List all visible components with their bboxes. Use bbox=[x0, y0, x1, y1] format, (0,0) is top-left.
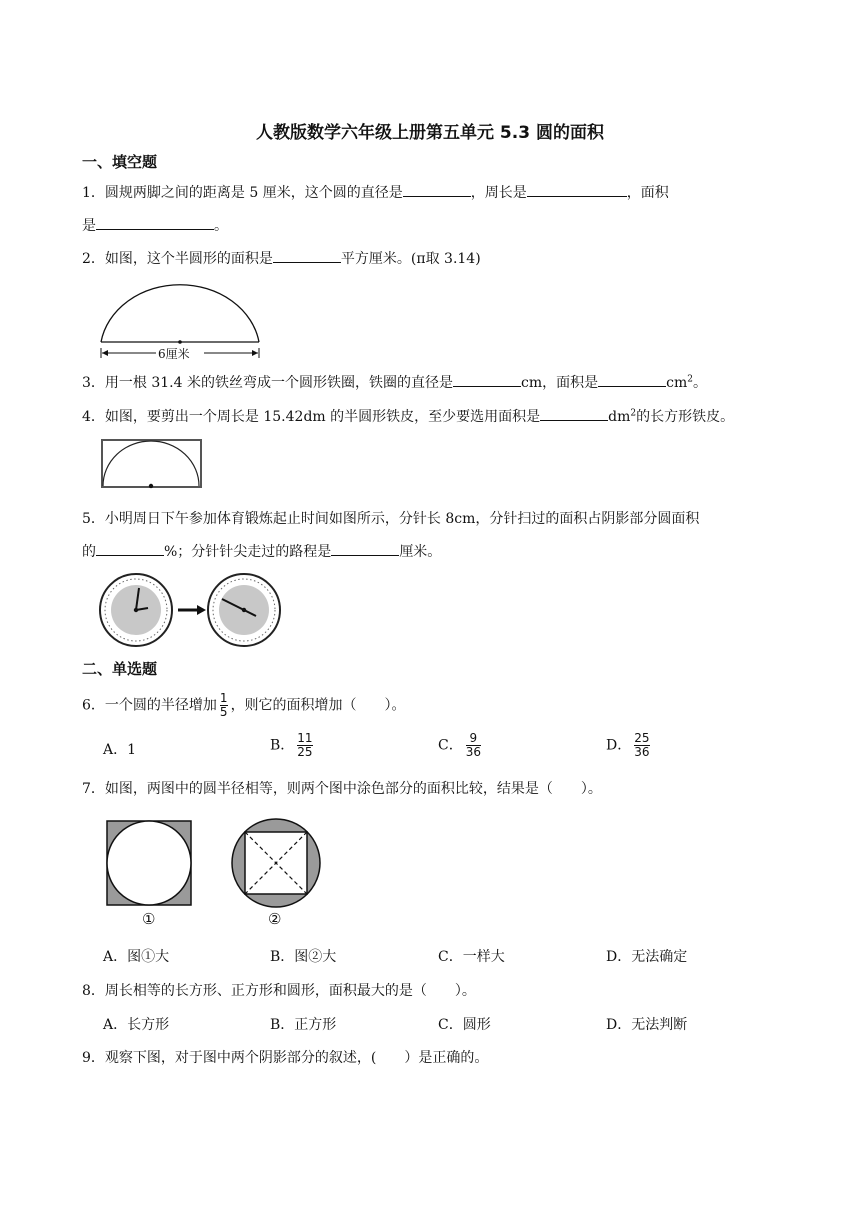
answer-blank[interactable] bbox=[527, 182, 627, 197]
question-number: 8． bbox=[82, 983, 105, 999]
q7-figures bbox=[104, 818, 334, 910]
question-text: 。 bbox=[214, 218, 228, 234]
question-5-cont bbox=[82, 541, 441, 561]
option-c[interactable]: C． $\frac{9}{36}$ bbox=[438, 731, 481, 759]
question-text: 一个圆的半径增加 bbox=[104, 697, 217, 714]
question-text: ，则它的面积增加（ ）。 bbox=[230, 697, 406, 714]
question-1 bbox=[82, 182, 669, 202]
answer-blank[interactable] bbox=[403, 182, 471, 197]
question-number: 4． bbox=[82, 409, 105, 425]
question-number: 5． bbox=[82, 511, 105, 527]
question-number: 3． bbox=[82, 375, 105, 391]
question-5 bbox=[82, 508, 699, 528]
fraction: $\frac{1}{5}$ bbox=[219, 691, 228, 719]
option-d[interactable]: D．无法判断 bbox=[606, 1017, 688, 1033]
question-1-cont bbox=[82, 215, 228, 235]
question-7 bbox=[82, 778, 602, 798]
question-text: 的长方形铁皮。 bbox=[636, 409, 735, 425]
question-number: 7． bbox=[82, 781, 105, 797]
figure-2-circle-square bbox=[232, 819, 320, 907]
option-b[interactable]: B．图②大 bbox=[270, 949, 337, 965]
question-6 bbox=[82, 692, 406, 719]
question-text: 周长相等的长方形、正方形和圆形，面积最大的是（ ）。 bbox=[104, 983, 476, 999]
answer-blank[interactable] bbox=[598, 372, 666, 387]
option-b[interactable]: B．正方形 bbox=[270, 1017, 337, 1033]
question-text: 是 bbox=[82, 218, 96, 234]
question-text: cm，面积是 bbox=[521, 375, 599, 391]
question-2 bbox=[82, 248, 481, 268]
question-text: 。 bbox=[692, 375, 707, 391]
clock-start-icon bbox=[100, 574, 172, 646]
option-d[interactable]: D．无法确定 bbox=[606, 949, 688, 965]
option-a[interactable]: A．长方形 bbox=[103, 1017, 170, 1033]
question-text: %；分针针尖走过的路程是 bbox=[164, 544, 332, 560]
question-text: 如图，这个半圆形的面积是 bbox=[104, 251, 273, 267]
option-a[interactable]: A．图①大 bbox=[103, 949, 170, 965]
option-d[interactable]: D． $\frac{25}{36}$ bbox=[606, 731, 650, 759]
figure-1-square-circle bbox=[107, 821, 191, 905]
answer-blank[interactable] bbox=[96, 541, 164, 556]
option-b[interactable]: B． $\frac{11}{25}$ bbox=[270, 731, 313, 759]
question-4 bbox=[82, 406, 734, 426]
question-text: 的 bbox=[82, 544, 96, 560]
option-a[interactable]: A．1 bbox=[103, 742, 137, 758]
question-8 bbox=[82, 980, 476, 1000]
option-c[interactable]: C．圆形 bbox=[438, 1017, 491, 1033]
superscript: 2 bbox=[687, 374, 693, 385]
question-text: 如图，要剪出一个周长是 15.42dm 的半圆形铁皮，至少要选用面积是 bbox=[104, 409, 541, 425]
question-text: 厘米。 bbox=[399, 544, 442, 560]
figure-2-label: ② bbox=[268, 910, 282, 928]
answer-blank[interactable] bbox=[453, 372, 521, 387]
answer-blank[interactable] bbox=[540, 406, 608, 421]
figure-1-label: ① bbox=[142, 910, 156, 928]
option-c[interactable]: C．一样大 bbox=[438, 949, 505, 965]
answer-blank[interactable] bbox=[331, 541, 399, 556]
question-text: cm bbox=[666, 375, 688, 391]
question-number: 6． bbox=[82, 697, 105, 714]
question-text: ，周长是 bbox=[470, 185, 527, 201]
question-number: 1． bbox=[82, 185, 105, 201]
question-text: 用一根 31.4 米的铁丝弯成一个圆形铁圈，铁圈的直径是 bbox=[104, 375, 453, 391]
question-number: 9． bbox=[82, 1050, 105, 1066]
rectangle-semicircle-figure bbox=[100, 438, 204, 490]
answer-blank[interactable] bbox=[273, 248, 341, 263]
question-text: dm bbox=[608, 409, 631, 425]
clock-figure bbox=[98, 572, 283, 650]
question-text: 观察下图，对于图中两个阴影部分的叙述，( ）是正确的。 bbox=[104, 1050, 489, 1066]
section-heading-choice: 二、单选题 bbox=[82, 660, 158, 678]
superscript: 2 bbox=[630, 408, 637, 419]
question-text: 平方厘米。(π取 3.14) bbox=[340, 251, 481, 267]
question-text: 圆规两脚之间的距离是 5 厘米，这个圆的直径是 bbox=[104, 185, 403, 201]
question-9 bbox=[82, 1047, 488, 1067]
section-heading-fill: 一、填空题 bbox=[82, 153, 158, 171]
clock-end-icon bbox=[208, 574, 280, 646]
question-text: ，面积 bbox=[626, 185, 669, 201]
question-text: 如图，两图中的圆半径相等，则两个图中涂色部分的面积比较，结果是（ ）。 bbox=[104, 781, 602, 797]
dimension-label: 6厘米 bbox=[158, 347, 190, 361]
question-text: 小明周日下午参加体育锻炼起止时间如图所示，分针长 8cm，分针扫过的面积占阴影部分圆面积 bbox=[104, 511, 700, 527]
question-3 bbox=[82, 372, 707, 392]
answer-blank[interactable] bbox=[96, 215, 214, 230]
page-title: 人教版数学六年级上册第五单元 5.3 圆的面积 bbox=[256, 123, 604, 143]
question-number: 2． bbox=[82, 251, 105, 267]
